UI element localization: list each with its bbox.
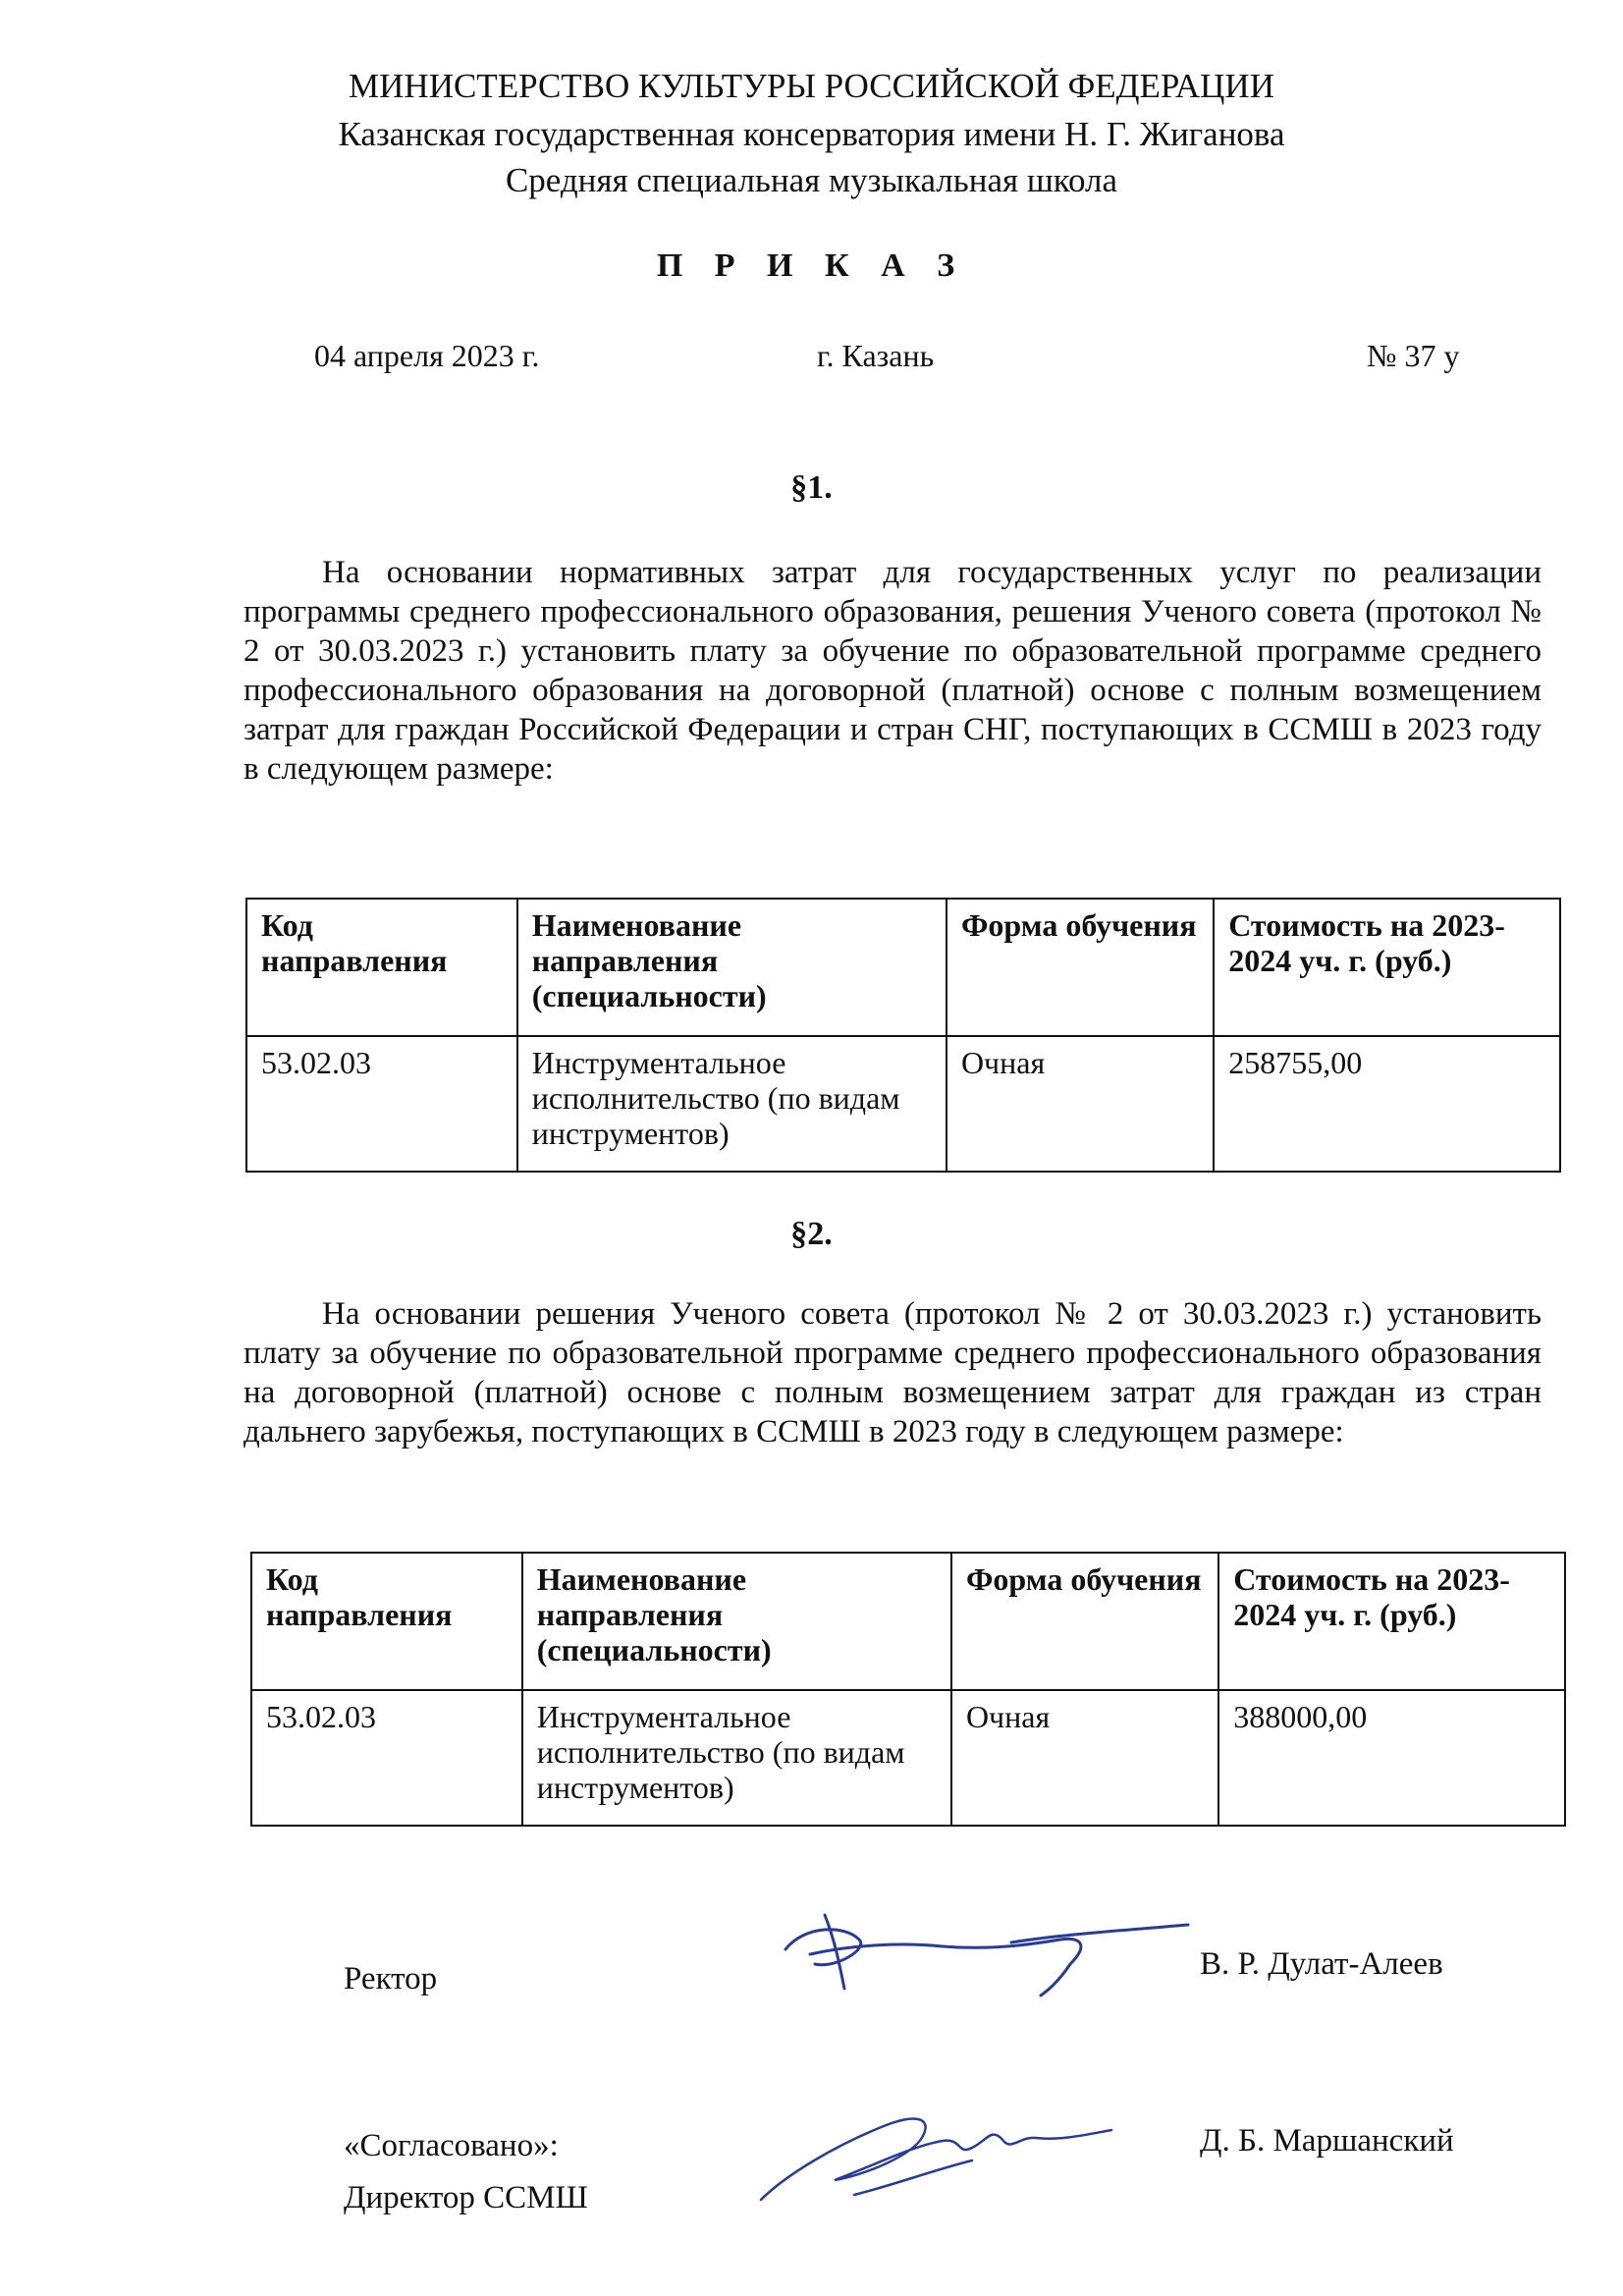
- ministry-name: МИНИСТЕРСТВО КУЛЬТУРЫ РОССИЙСКОЙ ФЕДЕРАЦИИ: [349, 67, 1274, 105]
- header-cost: Стоимость на 2023-2024 уч. г. (руб.): [1214, 899, 1560, 1036]
- agreed-label: «Согласовано»:: [344, 2128, 559, 2163]
- header-specialty: Наименование направления (специальности): [522, 1553, 951, 1690]
- header-code: Код направления: [246, 899, 517, 1036]
- header-code: Код направления: [251, 1553, 522, 1690]
- header-study-form: Форма обучения: [951, 1553, 1218, 1690]
- cell-code: 53.02.03: [251, 1690, 522, 1826]
- header-cost: Стоимость на 2023-2024 уч. г. (руб.): [1218, 1553, 1565, 1690]
- cell-code: 53.02.03: [246, 1036, 517, 1172]
- header-study-form: Форма обучения: [947, 899, 1214, 1036]
- order-number: № 37 у: [1367, 338, 1460, 373]
- cell-specialty: Инструментальное исполнительство (по видам инструментов): [522, 1690, 951, 1826]
- rector-signature-icon: [766, 1895, 1198, 2003]
- document-title: П Р И К А З: [656, 247, 967, 284]
- director-name: Д. Б. Маршанский: [1200, 2123, 1454, 2159]
- fee-table-domestic: [245, 898, 1561, 1173]
- table-row: [246, 1036, 1560, 1172]
- cell-study-form: Очная: [951, 1690, 1218, 1826]
- institution-name: Казанская государственная консерватория имени Н. Г. Жиганова: [338, 115, 1285, 153]
- section-2-text: На основании решения Ученого совета (протокол № 2 от 30.03.2023 г.) установить плату за обучение по образовательной программе среднего профессионального образования на договорной (платной) основе с полным возмещением затрат для граждан из стран дальнего зарубежья, поступающих в ССМШ в 2023 году в следующем размере:: [243, 1296, 1542, 1449]
- director-title: Директор ССМШ: [344, 2180, 588, 2215]
- header-specialty: Наименование направления (специальности): [517, 899, 947, 1036]
- school-name: Средняя специальная музыкальная школа: [505, 161, 1118, 199]
- fee-table-foreign: [250, 1552, 1566, 1827]
- table-header-row: [251, 1553, 1565, 1690]
- section-1-text: На основании нормативных затрат для государственных услуг по реализации программы среднего профессионального образования, решения Ученого совета (протокол № 2 от 30.03.2023 г.) установить плату за обучение по образовательной программе среднего профессионального образования на договорной (платной) основе с полным возмещением затрат для граждан Российской Федерации и стран СНГ, поступающих в ССМШ в 2023 году в следующем размере:: [243, 555, 1542, 787]
- section-2-heading: §2.: [790, 1216, 833, 1252]
- order-city: г. Казань: [817, 338, 935, 373]
- director-signature-icon: [746, 2087, 1119, 2210]
- section-1-heading: §1.: [790, 469, 833, 506]
- rector-title: Ректор: [344, 1961, 438, 1996]
- rector-name: В. Р. Дулат-Алеев: [1200, 1946, 1443, 1982]
- table-row: [251, 1690, 1565, 1826]
- cell-specialty: Инструментальное исполнительство (по видам инструментов): [517, 1036, 947, 1172]
- cell-cost: 388000,00: [1218, 1690, 1565, 1826]
- cell-cost: 258755,00: [1214, 1036, 1560, 1172]
- cell-study-form: Очная: [947, 1036, 1214, 1172]
- order-date: 04 апреля 2023 г.: [314, 338, 540, 373]
- table-header-row: [246, 899, 1560, 1036]
